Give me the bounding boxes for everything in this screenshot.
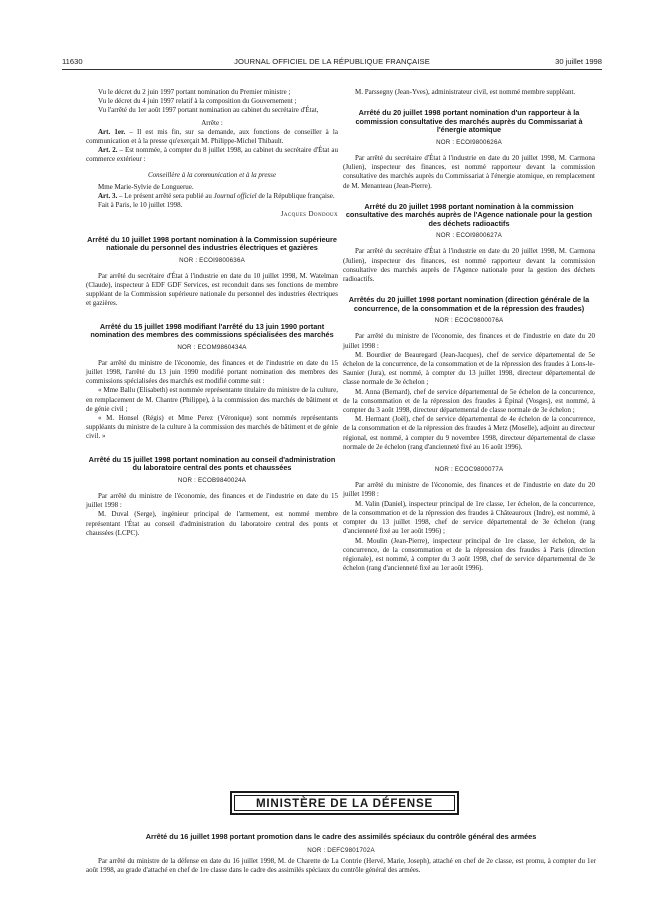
header-rule [62,69,602,70]
section-body: M. Hermant (Joël), chef de service départemental de 4e échelon de la concurrence, de la consommation et de la répression des fraudes à Metz (Moselle), adjoint au directeur régional, est nommé, à compter du 9 novembre 1998, directeur départemental de classe normale de 2e échelon (rang d'ancienneté fixé au 16 août 1996). [343,415,595,451]
section-body: M. Bourdier de Beauregard (Jean-Jacques), chef de service départemental de 5e échelon de la concurrence, de la consommation et de la répression des fraudes à Lons-le-Saunier (Jura), est nommé, à compter du 13 juillet 1998, directeur départemental de classe normale de 3e échelon ; [343,350,595,387]
nor-reference: NOR : ECOM9860434A [177,343,247,351]
vu-paragraph: Vu l'arrêté du 1er août 1997 portant nomination au cabinet du secrétaire d'État, [98,106,319,115]
vu-paragraph: Vu le décret du 4 juin 1997 relatif à la composition du Gouvernement ; [98,97,297,106]
position-title: Conseillère à la communication et à la presse [148,170,276,179]
nor-reference: NOR : ECOC9800077A [434,466,504,474]
section-title: Arrêtés du 20 juillet 1998 portant nomination (direction générale de la concurrence, de la consommation et de la répression des fraudes) [348,295,590,313]
arrete-label: Arrête : [201,118,223,127]
section-body: M. Duval (Serge), ingénieur principal de l'armement, est nommé membre représentant l'État au conseil d'administration du laboratoire central des ponts et chaussées (LCPC). [86,510,338,537]
signature: Jacques Dondoux [280,210,338,219]
article-3: Art. 3. – Le présent arrêté sera publié au Journal officiel de la République française. [98,192,335,201]
section-title: Arrêté du 20 juillet 1998 portant nomination d'un rapporteur à la commission consultative des marchés auprès du Commissariat à l'énergie atomique [355,108,583,135]
section-title: Arrêté du 15 juillet 1998 modifiant l'arrêté du 13 juin 1990 portant nomination des membres des commissions spécialisées des marchés [90,321,334,340]
article-label: Art. 2. [98,146,118,155]
nor-reference: NOR : ECOI9800636A [179,256,245,264]
section-title: Arrêté du 10 juillet 1998 portant nomination à la Commission supérieure nationale du personnel des industries électriques et gazières [87,234,337,253]
section-body: M. Valin (Daniel), inspecteur principal de 1re classe, 1er échelon, de la concurrence, de la consommation et de la répression des fraudes à Châteauroux (Indre), est nommé, à compter du 13 juillet 1998, chef de service départemental de 3e échelon (rang d'ancienneté fixé au 1er août 1996) ; [343,499,595,536]
defense-body-wrap [86,857,596,875]
defense-section [86,833,596,842]
section-body: Par arrêté du ministre de la défense en date du 16 juillet 1998, M. de Charette de La Contrie (Hervé, Marie, Joseph), attaché en chef de 2e classe, est promu, à compter du 1er août 1998, au grade d'attaché en chef de 1re classe dans le cadre des assimilés spéciaux du contrôle général des armées. [86,857,596,875]
section-body: Par arrêté du secrétaire d'État à l'industrie en date du 10 juillet 1998, M. Watelman (Claude), inspecteur à EDF GDF Services, est reconduit dans ses fonctions de membre suppléant de la Commission supérieure nationale du personnel des industries électriques et gazières. [86,271,338,308]
section-body: M. Moulin (Jean-Pierre), inspecteur principal de 1re classe, 1er échelon, de la concurrence, de la consommation et de la répression des fraudes à Paris (direction régionale), est nommé, à compter du 3 août 1998, chef de service départemental de 3e échelon (rang d'ancienneté fixé au 1er août 1996). [343,536,595,573]
page-number: 11630 [62,57,83,66]
journal-title: JOURNAL OFFICIEL DE LA RÉPUBLIQUE FRANÇAISE [234,57,430,66]
appointee: Mme Marie-Sylvie de Longuerue. [98,182,194,191]
section-body: Par arrêté du ministre de l'économie, des finances et de l'industrie en date du 15 juillet 1998 : [86,491,338,510]
section-body: Par arrêté du ministre de l'économie, des finances et de l'industrie en date du 20 juillet 1998 : [343,332,595,350]
section-title: Arrêté du 16 juillet 1998 portant promotion dans le cadre des assimilés spéciaux du contrôle général des armées [145,832,537,841]
section-body: « M. Honsel (Régis) et Mme Perez (Véronique) sont nommés représentants suppléants du ministre de la culture à la commission des marchés de bâtiment et de génie civil. » [86,414,338,441]
article-label: Art. 3. [98,192,118,201]
section-body: Par arrêté du secrétaire d'État à l'industrie en date du 20 juillet 1998, M. Carmona (Julien), inspecteur des finances, est nommé rapporteur devant la commission consultative des marchés auprès du Commissariat à l'énergie atomique, en remplacement de M. Menanteau (Jean-Pierre). [343,153,595,190]
section-title: Arrêté du 15 juillet 1998 portant nomination au conseil d'administration du laboratoire central des ponts et chaussées [88,454,336,473]
section-body: Par arrêté du secrétaire d'État à l'industrie en date du 20 juillet 1998, M. Carmona (Julien), inspecteur des finances, est nommé rapporteur devant la commission consultative des marchés auprès de l'Agence nationale pour la gestion des déchets radioactifs. [343,247,595,284]
nor-reference: NOR : ECOC9800076A [434,317,504,325]
article-label: Art. 1er. [98,127,126,136]
ministry-heading [230,791,459,815]
left-column [86,88,338,538]
vu-paragraph: Vu le décret du 2 juin 1997 portant nomination du Premier ministre ; [98,88,291,96]
section-body: M. Anna (Bernard), chef de service départemental de 5e échelon de la concurrence, de la consommation et de la répression des fraudes à Épinal (Vosges), est nommé, à compter du 3 août 1998, directeur départemental de classe normale de 3e échelon ; [343,387,595,415]
article-1: Art. 1er. – Il est mis fin, sur sa demande, aux fonctions de conseiller à la communication et à la presse qu'exerçait M. Philippe-Michel Thibault. [86,127,338,146]
section-body: Par arrêté du ministre de l'économie, des finances et de l'industrie en date du 20 juillet 1998 : [343,481,595,499]
nor-reference: NOR : ECOI9800627A [436,232,502,240]
defense-nor-wrap [86,846,596,855]
nor-reference: NOR : ECOI9800626A [436,138,502,146]
section-body: M. Parssegny (Jean-Yves), administrateur civil, est nommé membre suppléant. [355,88,576,96]
section-body: « Mme Ballu (Elisabeth) est nommée représentante titulaire du ministre de la culture, en remplacement de M. Chantre (Philippe), à la commission des marchés de bâtiment et de génie civil ; [86,386,338,413]
article-2: Art. 2. – Est nommée, à compter du 8 juillet 1998, au cabinet du secrétaire d'État au commerce extérieur : [86,146,338,164]
issue-date: 30 juillet 1998 [555,57,602,66]
right-column [343,88,595,573]
section-body: Par arrêté du ministre de l'économie, des finances et de l'industrie en date du 15 juillet 1998, l'arrêté du 13 juin 1990 modifié portant nomination des membres des commissions spécialisées des marchés est modifié comme suit : [86,358,338,386]
nor-reference: NOR : DEFC9801702A [307,847,375,854]
ministry-title: MINISTÈRE DE LA DÉFENSE [255,796,434,810]
place-date: Fait à Paris, le 10 juillet 1998. [98,201,183,210]
nor-reference: NOR : ECOB9840024A [177,476,247,484]
section-title: Arrêté du 20 juillet 1998 portant nomination à la commission consultative des marchés auprès de l'Agence nationale pour la gestion des déchets radioactifs [345,201,593,228]
